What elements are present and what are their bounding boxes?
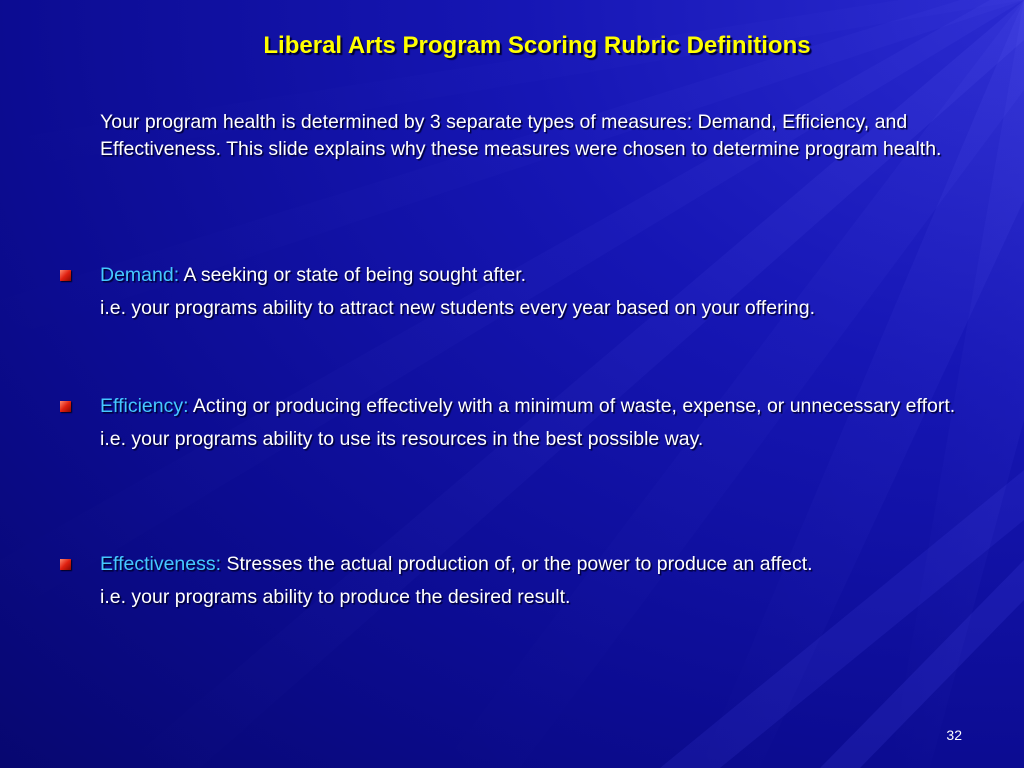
definition-demand: A seeking or state of being sought after. (183, 264, 527, 286)
example-demand: i.e. your programs ability to attract new students every year based on your offering. (100, 297, 816, 319)
definition-effectiveness: Stresses the actual production of, or the power to produce an affect. (226, 553, 813, 575)
red-square-bullet-icon (60, 401, 71, 412)
red-square-bullet-icon (60, 270, 71, 281)
bullet-efficiency-definition-line (100, 393, 970, 420)
bullet-effectiveness-definition-line (100, 551, 970, 578)
example-efficiency: i.e. your programs ability to use its resources in the best possible way. (100, 428, 704, 450)
example-effectiveness: i.e. your programs ability to produce the desired result. (100, 586, 571, 608)
term-demand: Demand: (100, 264, 180, 286)
page-number: 32 (946, 727, 962, 743)
bullet-effectiveness (100, 551, 970, 611)
bullet-demand-definition-line (100, 262, 970, 289)
slide-title: Liberal Arts Program Scoring Rubric Definitions (263, 32, 811, 59)
bullet-efficiency (100, 393, 970, 453)
bullet-demand (100, 262, 970, 322)
definition-efficiency: Acting or producing effectively with a minimum of waste, expense, or unnecessary effort. (192, 395, 956, 417)
term-effectiveness: Effectiveness: (100, 553, 222, 575)
term-efficiency: Efficiency: (100, 395, 189, 417)
red-square-bullet-icon (60, 559, 71, 570)
intro-paragraph: Your program health is determined by 3 separate types of measures: Demand, Efficiency, and Effectiveness. This slide explains why these measures were chosen to determine program health. (100, 111, 942, 160)
